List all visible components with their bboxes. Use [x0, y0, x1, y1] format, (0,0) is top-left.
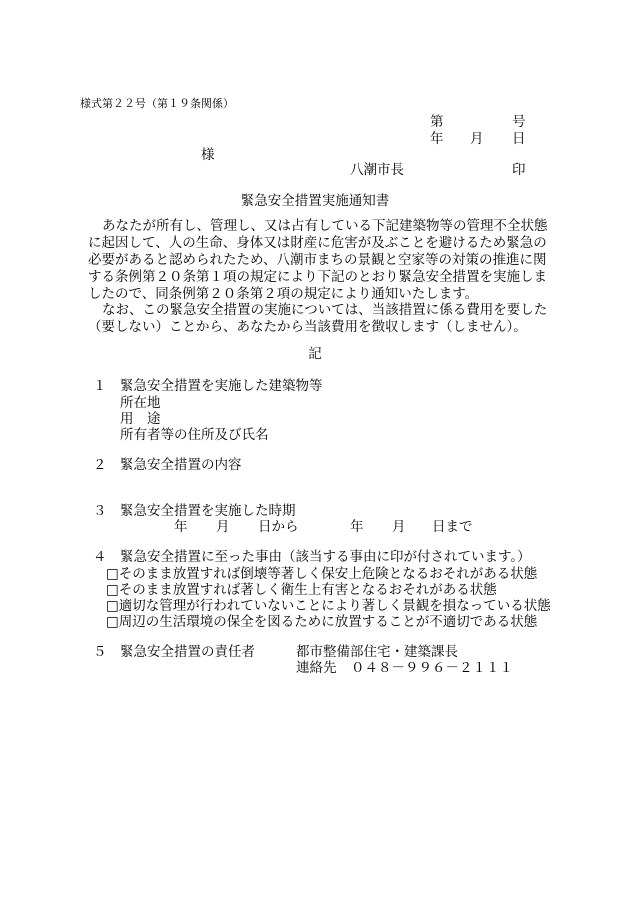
form-number: 様式第２２号（第１９条関係） — [80, 97, 234, 110]
section-heading: 緊急安全措置の責任者 — [120, 644, 255, 660]
contact-phone: ０４８－９９６－２１１１ — [351, 660, 513, 676]
document-title: 緊急安全措置実施通知書 — [240, 193, 390, 209]
section-item-usage: 用 途 — [120, 411, 161, 427]
section-heading: 緊急安全措置を実施した時期 — [120, 503, 296, 519]
issuer-name: 八潮市長 — [350, 162, 404, 178]
period-end-day: 日まで — [432, 519, 473, 535]
reason-item: □適切な管理が行われていないことにより著しく景観を損なっている状態 — [106, 598, 551, 614]
reason-item: □そのまま放置すれば著しく衛生上有害となるおそれがある状態 — [106, 582, 497, 598]
section-number: ５ — [93, 644, 107, 660]
period-start-day: 日から — [258, 519, 299, 535]
document-number-prefix: 第 — [430, 114, 444, 130]
section-number: ２ — [93, 457, 107, 473]
date-month: 月 — [470, 131, 484, 147]
section-heading: 緊急安全措置の内容 — [120, 457, 242, 473]
section-item-location: 所在地 — [120, 395, 161, 411]
document-number-suffix: 号 — [512, 114, 526, 130]
reason-item: □そのまま放置すれば倒壊等著しく保安上危険となるおそれがある状態 — [106, 566, 538, 582]
responsible-department: 都市整備部住宅・建築課長 — [296, 644, 458, 660]
body-line: （要しない）ことから、あなたから当該費用を徴収します（しません）。 — [88, 319, 527, 335]
section-item-owner: 所有者等の住所及び氏名 — [120, 427, 269, 443]
contact-label: 連絡先 — [296, 660, 337, 676]
period-start-month: 月 — [216, 519, 230, 535]
section-number: １ — [93, 378, 107, 394]
period-end-year: 年 — [350, 519, 364, 535]
section-heading: 緊急安全措置に至った事由（該当する事由に印が付されています。） — [120, 549, 531, 565]
period-end-month: 月 — [392, 519, 406, 535]
section-number: ３ — [93, 503, 107, 519]
section-heading: 緊急安全措置を実施した建築物等 — [120, 378, 323, 394]
body-line: する条例第２０条第１項の規定により下記のとおり緊急安全措置を実施しま — [88, 269, 547, 285]
reason-item: □周辺の生活環境の保全を図るために放置することが不適切である状態 — [106, 614, 538, 630]
body-line: あなたが所有し、管理し、又は占有している下記建築物等の管理不全状態 — [102, 218, 548, 234]
body-line: なお、この緊急安全措置の実施については、当該措置に係る費用を要した — [102, 302, 548, 318]
body-line: 必要があると認められたため、八潮市まちの景観と空家等の対策の推進に関 — [88, 252, 547, 268]
date-day: 日 — [512, 131, 526, 147]
section-number: ４ — [93, 549, 107, 565]
period-start-year: 年 — [174, 519, 188, 535]
addressee-honorific: 様 — [201, 147, 215, 163]
ki-heading: 記 — [308, 346, 322, 362]
body-line: したので、同条例第２０条第２項の規定により通知いたします。 — [88, 286, 479, 302]
issuer-seal: 印 — [512, 162, 526, 178]
body-line: に起因して、人の生命、身体又は財産に危害が及ぶことを避けるため緊急の — [88, 235, 547, 251]
date-year: 年 — [430, 131, 444, 147]
